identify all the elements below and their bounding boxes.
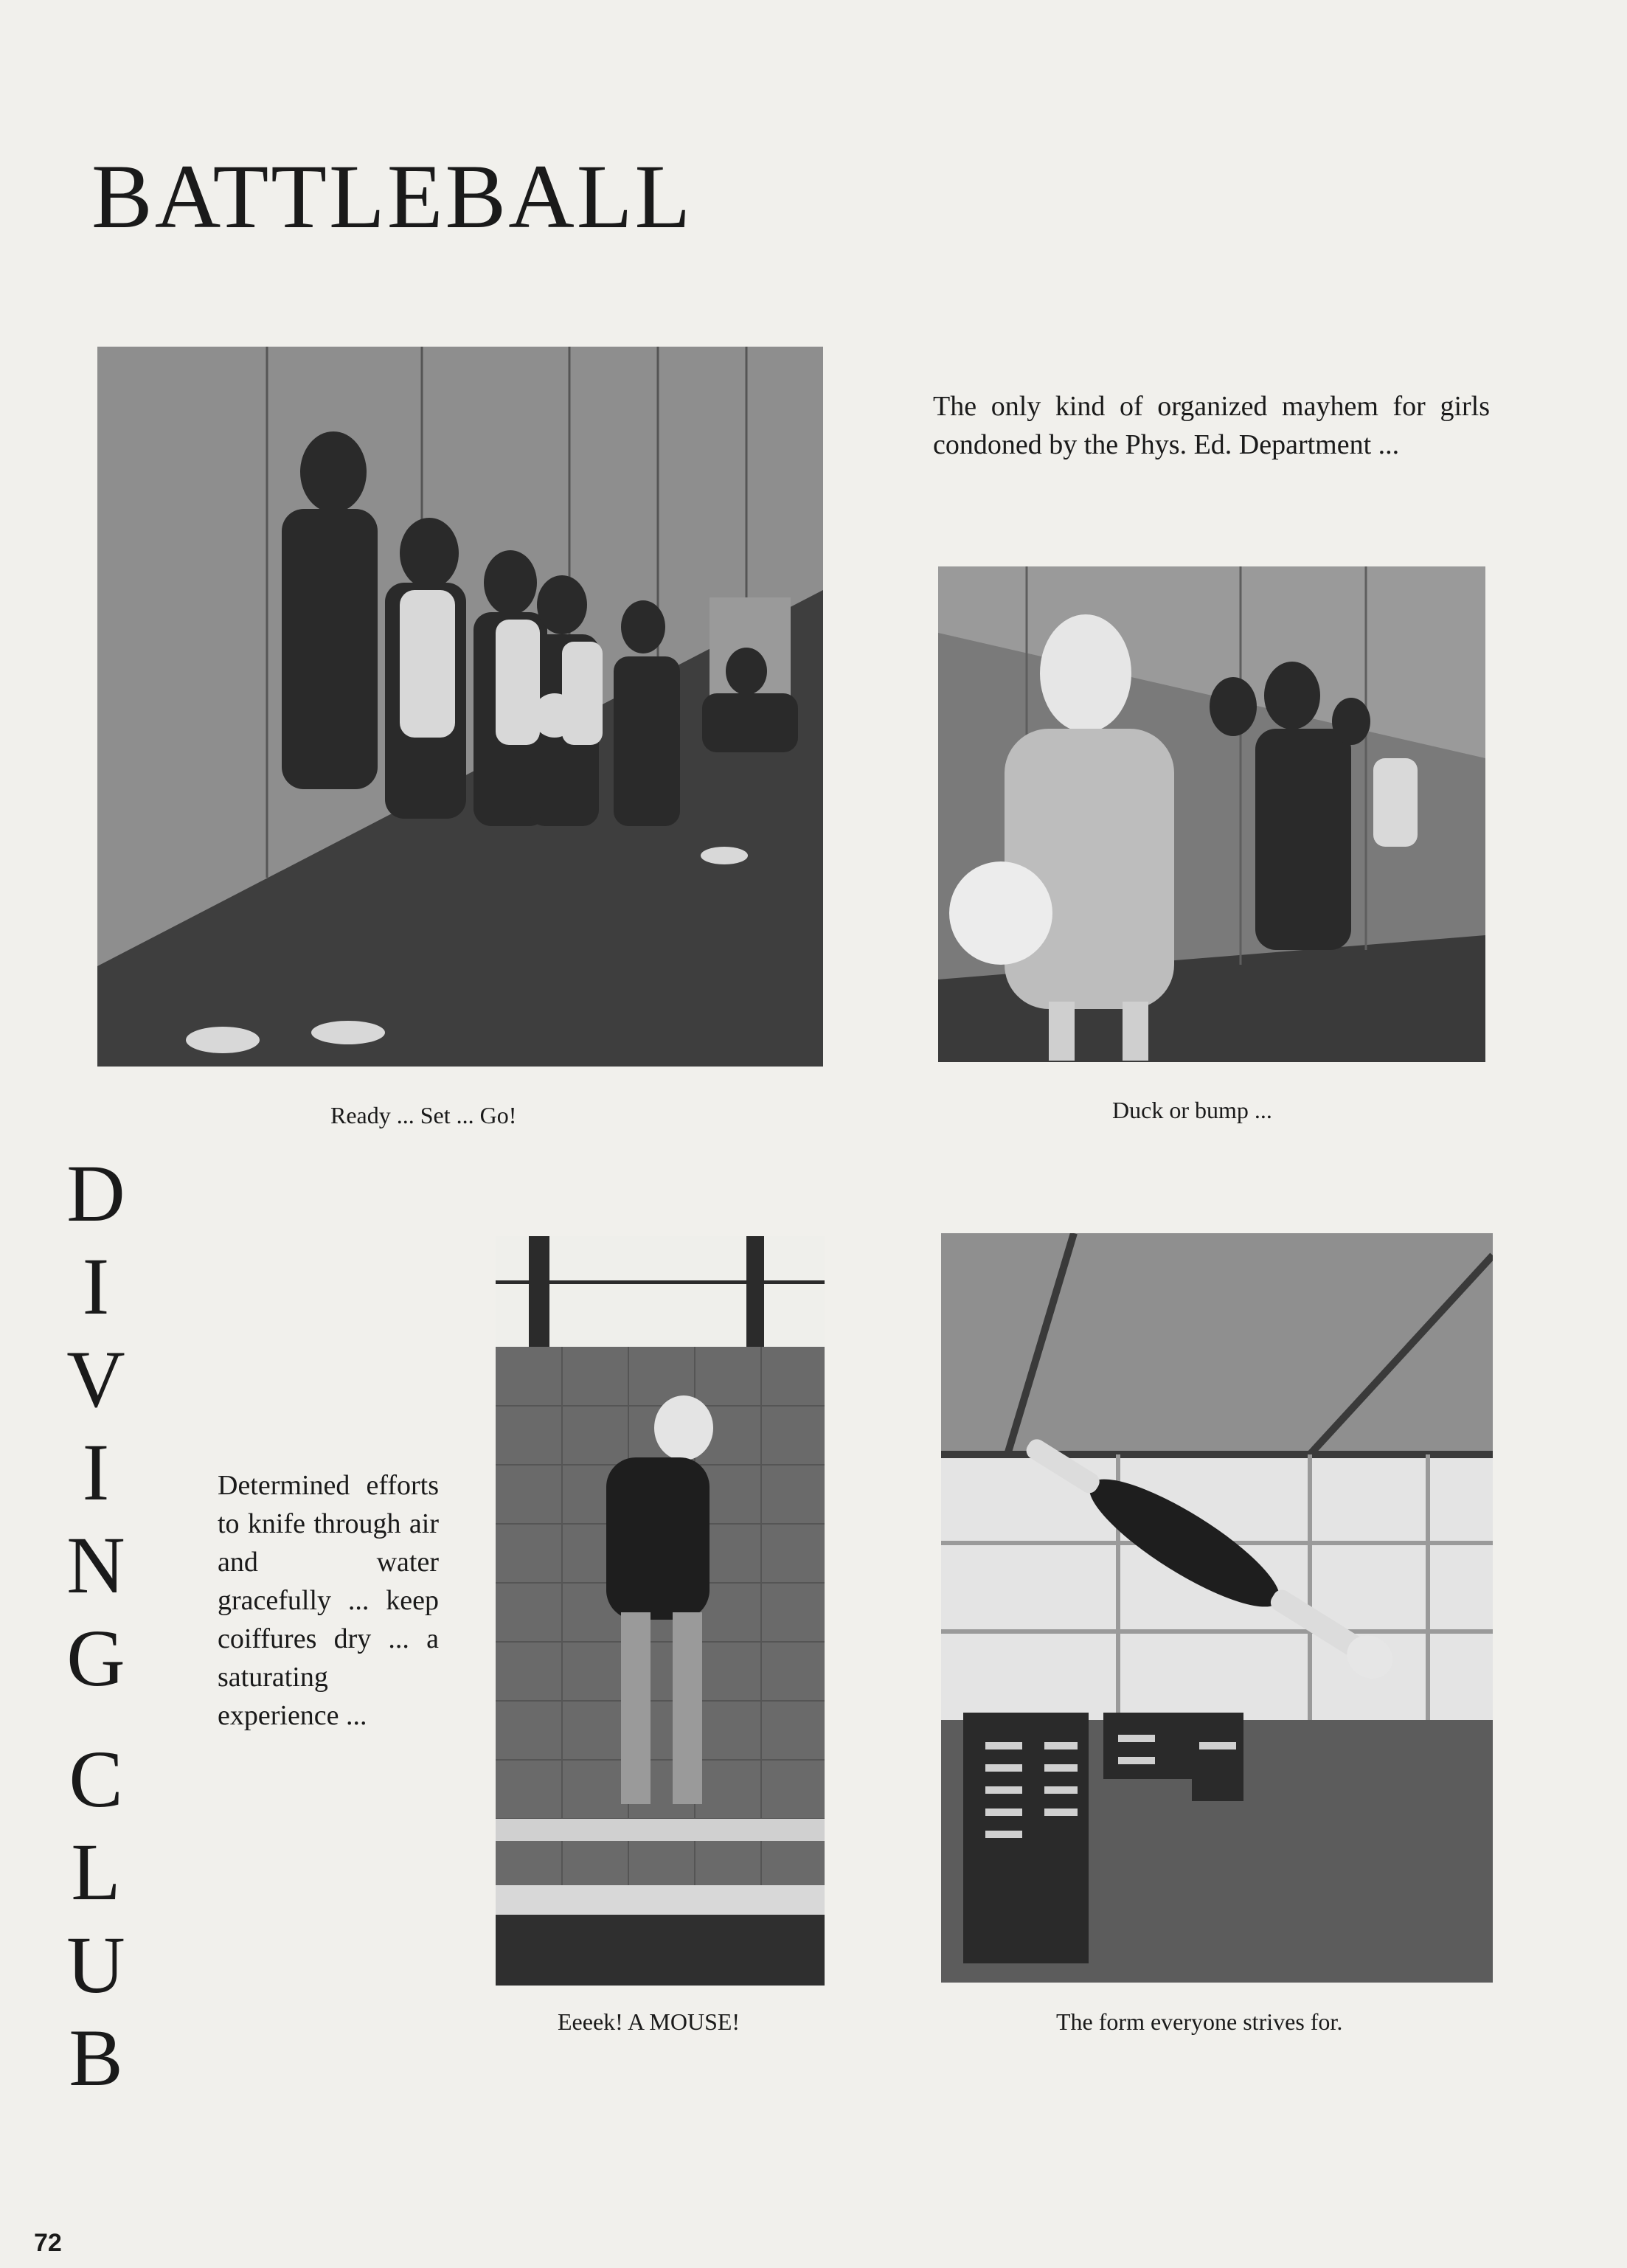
heading-letter: U xyxy=(66,1920,125,2010)
photo-form-everyone-strives-for xyxy=(941,1233,1493,1983)
heading-letter: V xyxy=(66,1334,125,1424)
caption-ready-set-go: Ready ... Set ... Go! xyxy=(330,1102,517,1128)
caption-duck-or-bump: Duck or bump ... xyxy=(1112,1097,1272,1123)
page-number: 72 xyxy=(34,2229,62,2257)
heading-letter: C xyxy=(69,1734,123,1824)
battleball-intro-text: The only kind of organized mayhem for girls condoned by the Phys. Ed. Department ... xyxy=(933,391,1490,460)
heading-letter: I xyxy=(82,1241,110,1331)
diving-club-intro-text: Determined efforts to knife through air and water gracefully ... keep coiffures dry ... a saturating experience ... xyxy=(218,1470,439,1731)
photo-duck-or-bump xyxy=(938,566,1485,1062)
heading-letter: B xyxy=(69,2013,123,2103)
photo-eeeek-a-mouse xyxy=(496,1236,825,1986)
photo-ready-set-go xyxy=(97,347,823,1067)
caption-form-everyone-strives-for: The form everyone strives for. xyxy=(1056,2008,1343,2035)
heading-letter: N xyxy=(66,1520,125,1610)
caption-eeeek-a-mouse: Eeeek! A MOUSE! xyxy=(558,2008,740,2035)
heading-letter: I xyxy=(82,1427,110,1517)
page-title: BATTLEBALL xyxy=(91,146,693,247)
heading-letter: G xyxy=(66,1613,125,1703)
heading-letter: D xyxy=(66,1148,125,1238)
heading-letter: L xyxy=(71,1827,121,1917)
diving-club-heading xyxy=(52,1147,140,2104)
